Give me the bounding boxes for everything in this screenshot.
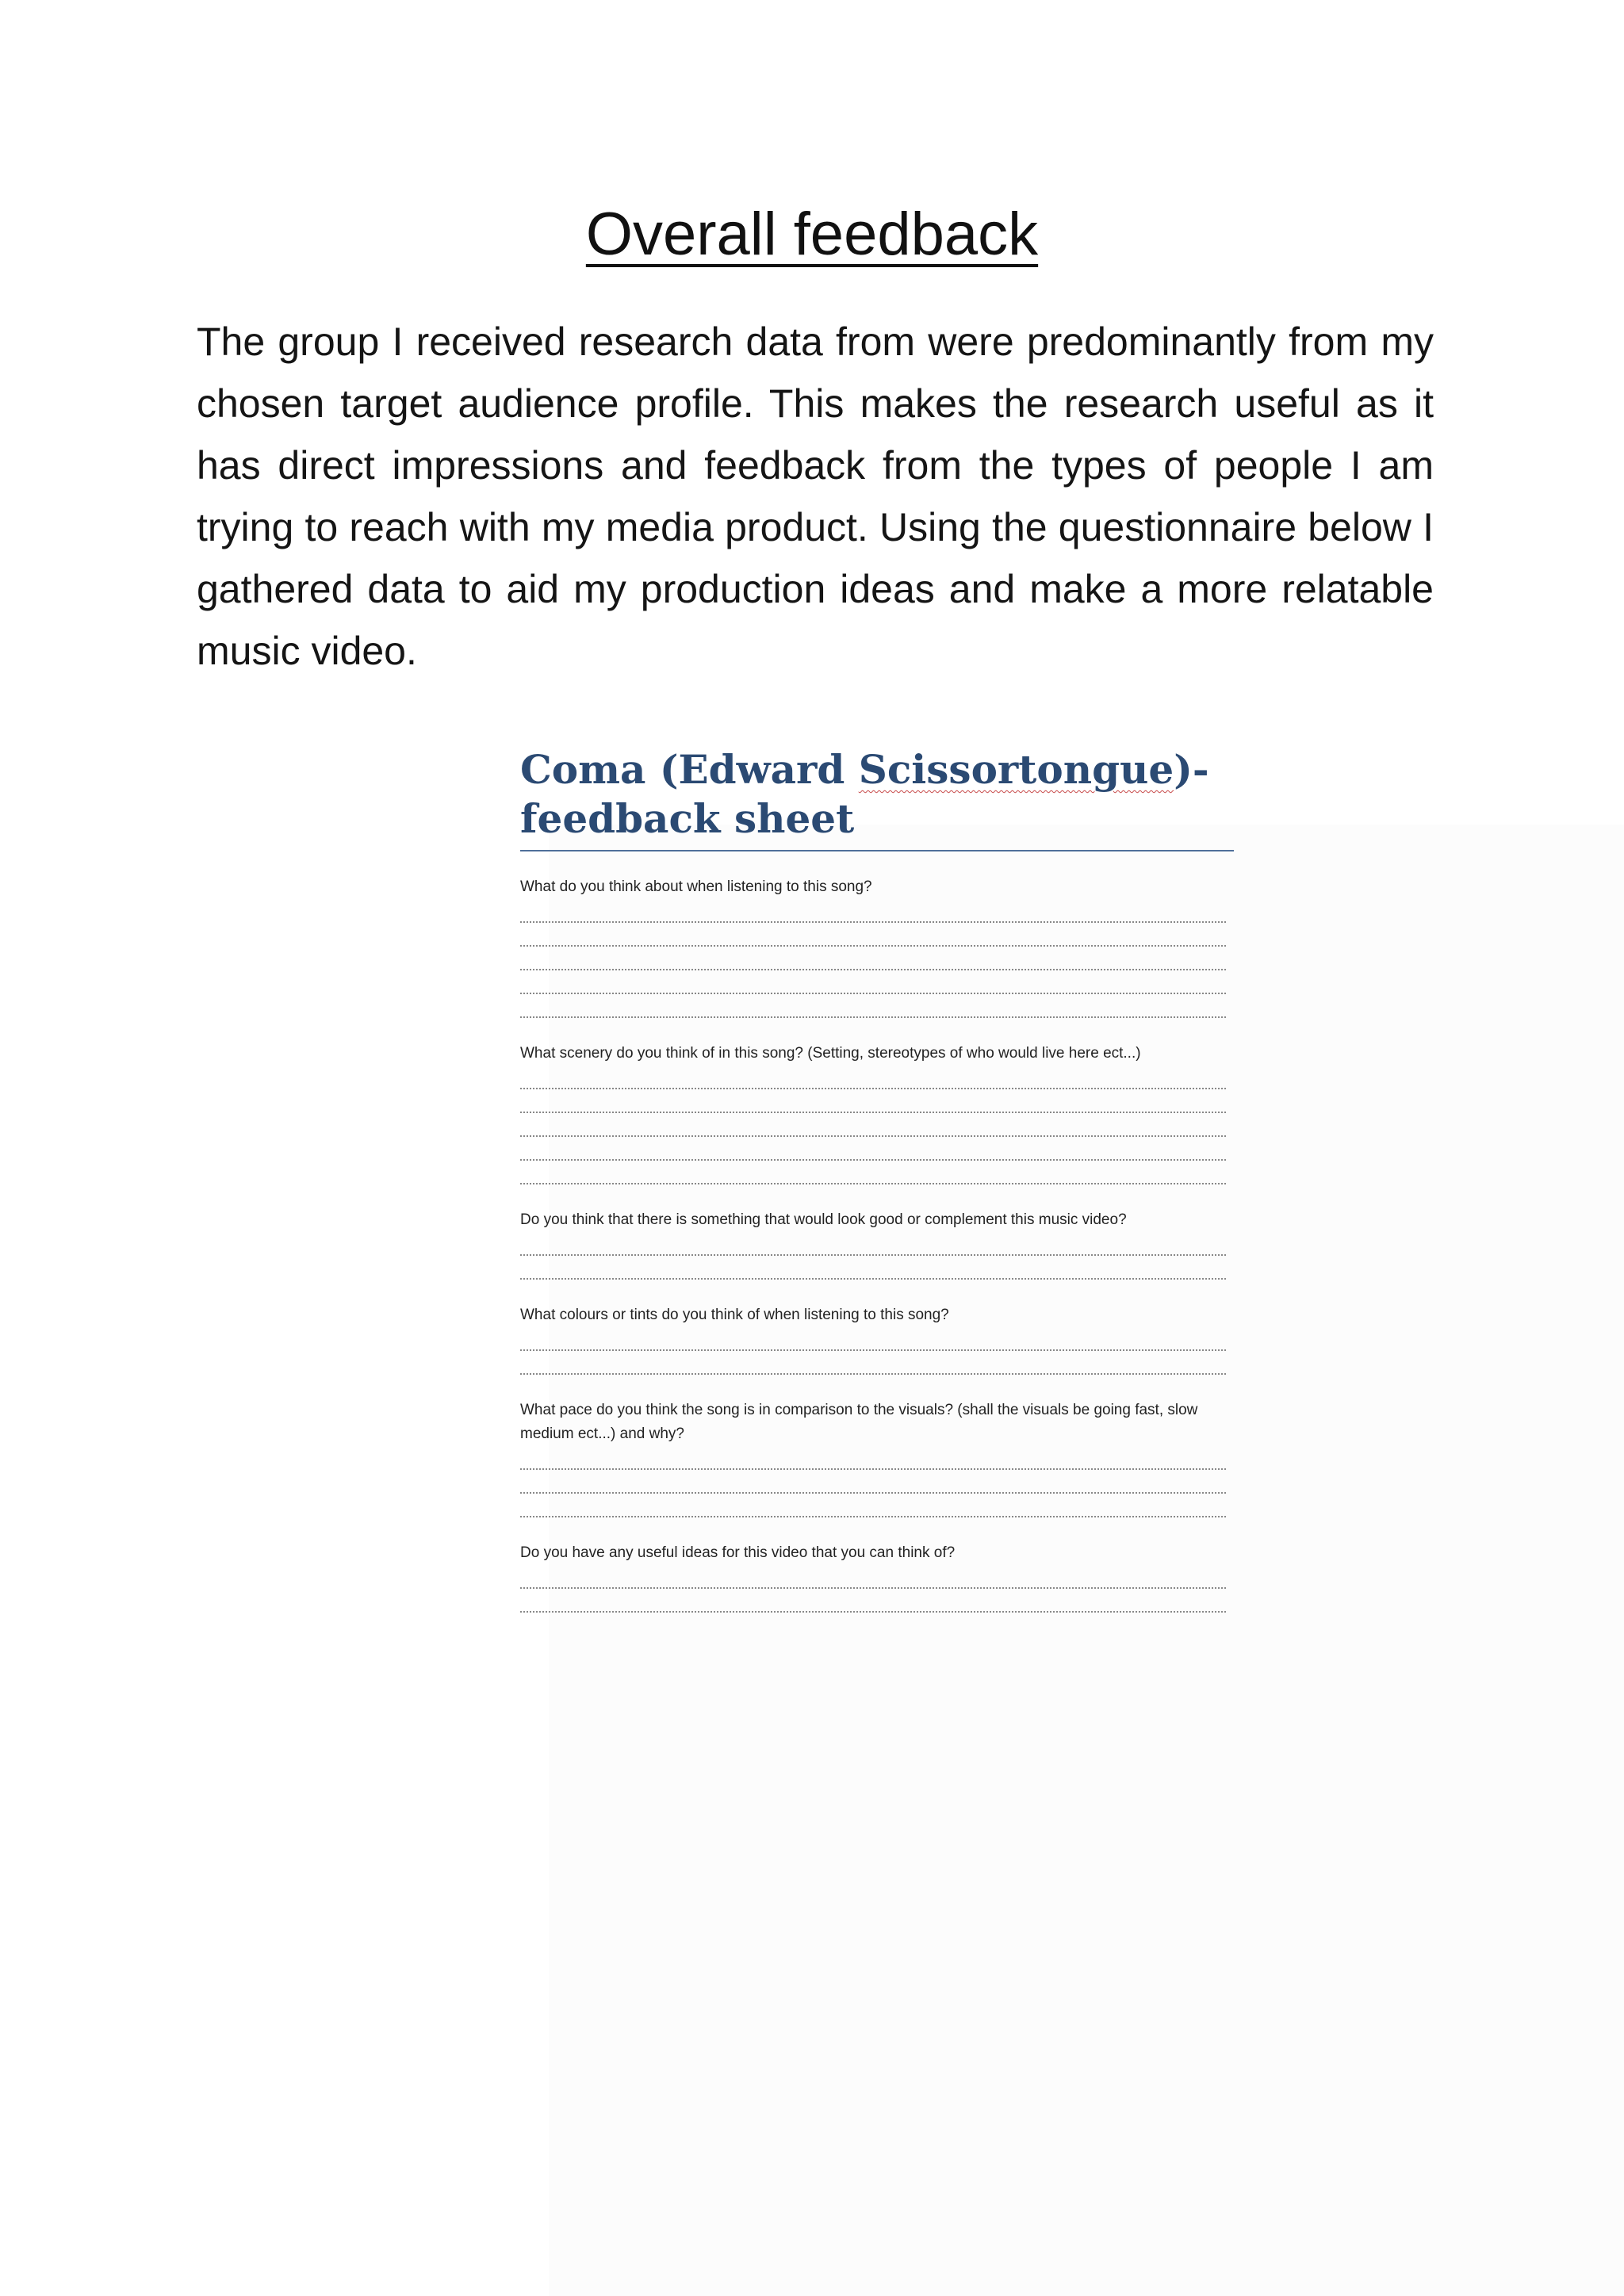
title-text-part-3: )- [1174, 746, 1209, 793]
answer-dotted-line [520, 1457, 1226, 1470]
question-block [520, 1399, 1237, 1517]
answer-dotted-line [520, 1100, 1226, 1113]
answer-dotted-line [520, 958, 1226, 970]
feedback-sheet-title-line-2: feedback sheet [520, 795, 855, 842]
answer-dotted-line [520, 1267, 1226, 1280]
question-list [520, 875, 1237, 1613]
intro-paragraph: The group I received research data from were predominantly from my chosen target audience profile. This makes the research useful as it has direct impressions and feedback from the types of people I am trying to reach with my media product. Using the questionnaire below I gathered data to aid my production ideas and make a more relatable music video. [197, 320, 1434, 673]
answer-dotted-line [520, 1005, 1226, 1018]
question-block [520, 875, 1237, 1018]
question-block [520, 1541, 1237, 1613]
answer-dotted-line [520, 1172, 1226, 1184]
page-heading: Overall feedback [585, 201, 1039, 268]
answer-dotted-line [520, 1338, 1226, 1351]
answer-dotted-line [520, 1124, 1226, 1137]
feedback-sheet-image [520, 745, 1237, 1681]
answer-dotted-line [520, 1148, 1226, 1161]
title-text-part-1: Coma (Edward [520, 746, 859, 793]
answer-dotted-line [520, 910, 1226, 923]
title-text-part-2: Scissortongue [858, 746, 1174, 793]
answer-dotted-line [520, 1481, 1226, 1494]
feedback-sheet-title [520, 745, 1234, 851]
question-text: Do you think that there is something that would look good or complement this music video? [520, 1211, 1127, 1228]
question-text: Do you have any useful ideas for this video that you can think of? [520, 1544, 956, 1561]
answer-dotted-line [520, 1362, 1226, 1375]
answer-dotted-line [520, 1600, 1226, 1613]
question-text: What do you think about when listening to this song? [520, 878, 872, 895]
answer-dotted-line [520, 1077, 1226, 1089]
question-text: What pace do you think the song is in comparison to the visuals? (shall the visuals be going fast, slow medium ect...) and why? [520, 1402, 1198, 1442]
feedback-sheet-title-line-1 [520, 745, 1234, 794]
answer-dotted-line [520, 1576, 1226, 1589]
question-block [520, 1303, 1237, 1375]
question-text: What colours or tints do you think of when listening to this song? [520, 1307, 949, 1323]
answer-dotted-line [520, 1243, 1226, 1256]
answer-dotted-line [520, 934, 1226, 947]
question-block [520, 1042, 1237, 1184]
answer-dotted-line [520, 1505, 1226, 1517]
question-text: What scenery do you think of in this song? (Setting, stereotypes of who would live here ect...) [520, 1045, 1141, 1062]
question-block [520, 1208, 1237, 1280]
answer-dotted-line [520, 982, 1226, 994]
